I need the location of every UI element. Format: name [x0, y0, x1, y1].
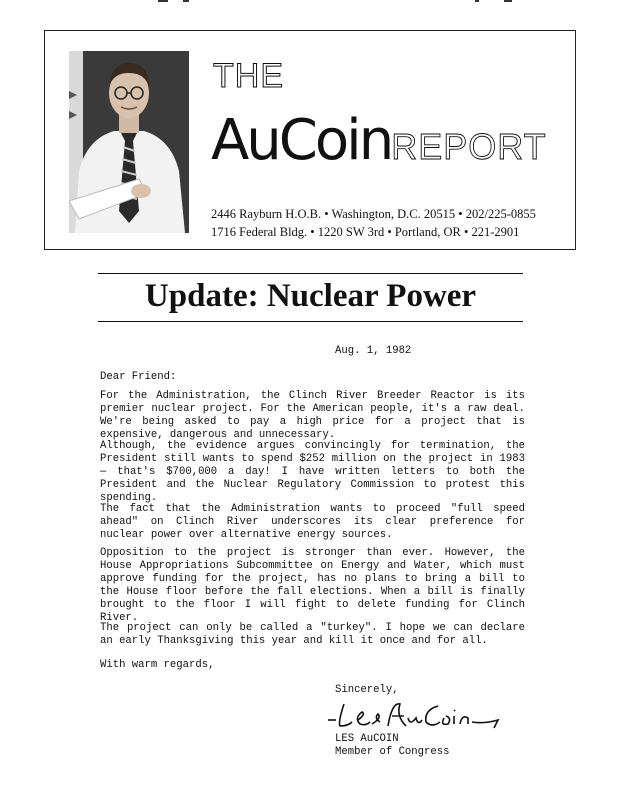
- masthead-the: THE: [213, 57, 284, 95]
- masthead-title: [211, 108, 547, 173]
- signer-block: [335, 733, 449, 759]
- letterhead: [44, 30, 576, 250]
- congressman-photo: [69, 51, 189, 233]
- paragraph: For the Administration, the Clinch River Breeder Reactor is its premier nuclear project. For the American people, it's a raw deal. We're being asked to pay a high price for a project that is expensive, dangerous and unnecessary.: [100, 390, 525, 441]
- washington-address: 2446 Rayburn H.O.B. • Washington, D.C. 20515 • 202/225-0855: [211, 207, 536, 221]
- page-top-edge-marks: [0, 0, 623, 8]
- salutation: Dear Friend:: [100, 371, 177, 383]
- paragraph: Opposition to the project is stronger than ever. However, the House Appropriations Subcommittee on Energy and Water, which must approve funding for the project, has no plans to bring a bill to the House floor before the fall elections. When a bill is finally brought to the floor I will fight to delete funding for Clinch River.: [100, 547, 525, 624]
- headline: Update: Nuclear Power: [144, 278, 477, 314]
- masthead-name: AuCoin: [211, 108, 392, 173]
- signer-name: LES AuCOIN: [335, 733, 399, 745]
- headline-bottom-rule: [98, 321, 523, 322]
- handwritten-signature: [322, 696, 502, 736]
- paragraph: The fact that the Administration wants to proceed "full speed ahead" on Clinch River underscores its clear preference for nuclear power over alternative energy sources.: [100, 503, 525, 541]
- signer-title: Member of Congress: [335, 746, 450, 758]
- letter-date: Aug. 1, 1982: [335, 345, 412, 357]
- headline-top-rule: [98, 273, 523, 274]
- masthead-report: REPORT: [391, 126, 547, 167]
- portland-address: 1716 Federal Bldg. • 1220 SW 3rd • Portland, OR • 221-2901: [211, 225, 520, 239]
- paragraph: Although, the evidence argues convincingly for termination, the President still wants to spend $252 million on the project in 1983 — that's $700,000 a day! I have written letters to both the President and the Nuclear Regulatory Commission to protest this spending.: [100, 440, 525, 504]
- closing: With warm regards,: [100, 659, 215, 671]
- sign-off: Sincerely,: [335, 684, 399, 696]
- paragraph: The project can only be called a "turkey". I hope we can declare an early Thanksgiving this year and kill it once and for all.: [100, 622, 525, 647]
